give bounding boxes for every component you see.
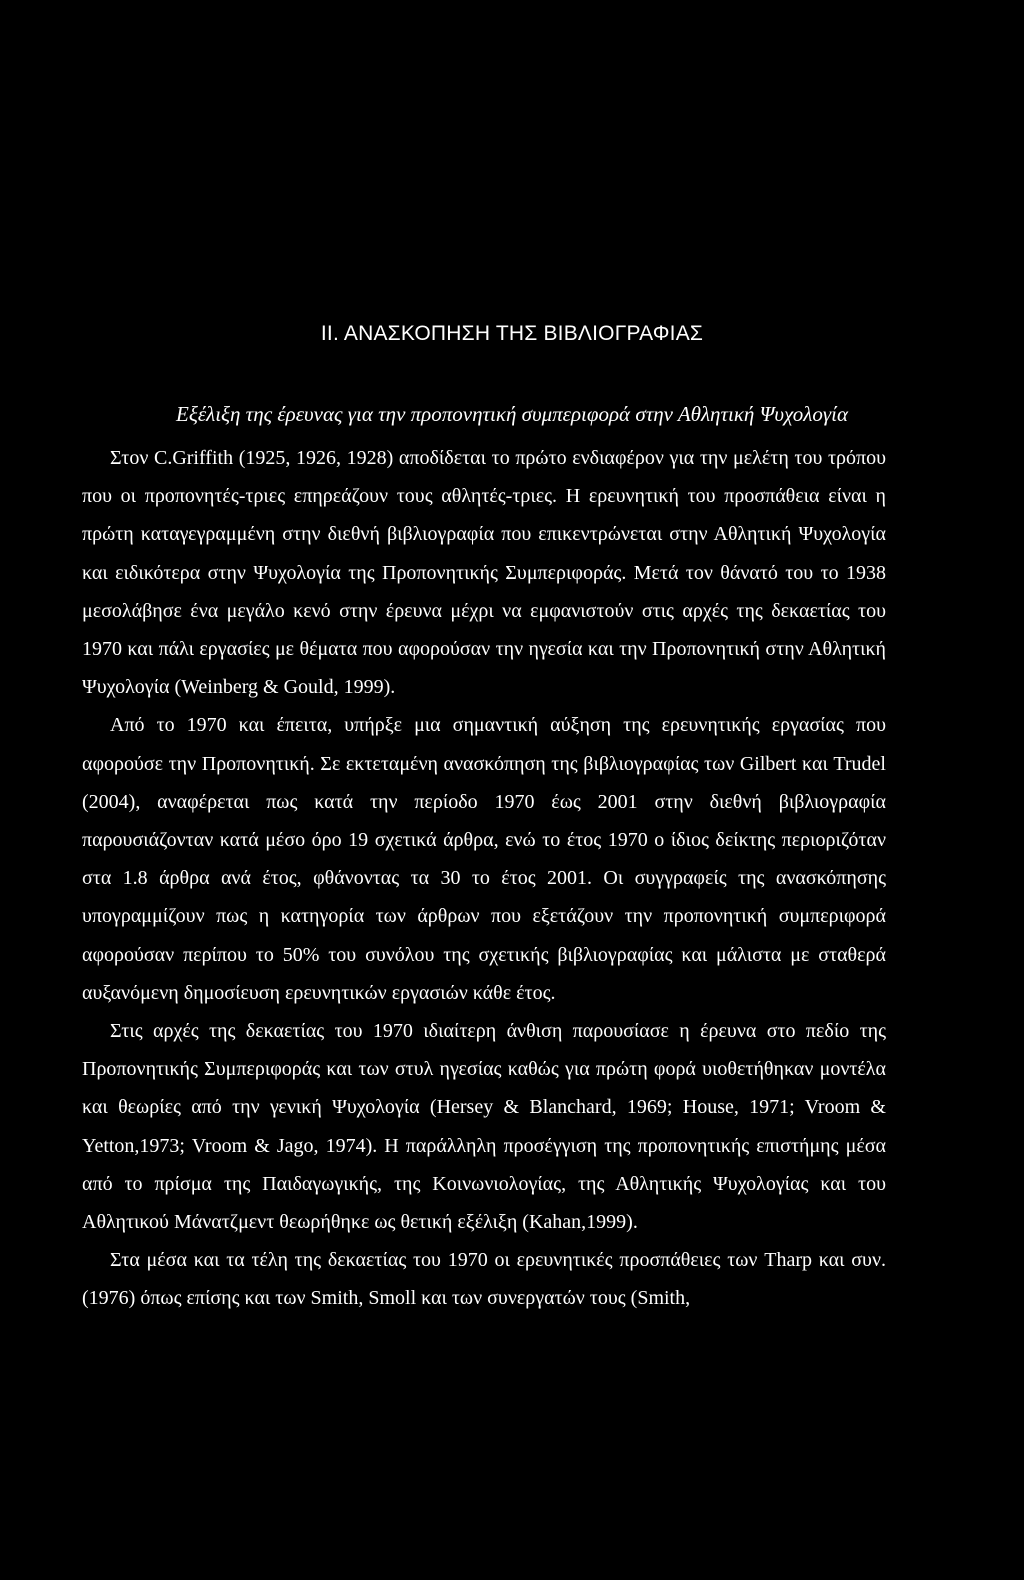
- chapter-title: ΙΙ. ΑΝΑΣΚΟΠΗΣΗ ΤΗΣ ΒΙΒΛΙΟΓΡΑΦΙΑΣ: [320, 322, 704, 345]
- paragraph: Στον C.Griffith (1925, 1926, 1928) αποδίδεται το πρώτο ενδιαφέρον για την μελέτη του τρόπου που οι προπονητές-τριες επηρεάζουν τους αθλητές-τριες. Η ερευνητική του προσπάθεια είναι η πρώτη καταγεγραμμένη στην διεθνή βιβλιογραφία που επικεντρώνεται στην Αθλητική Ψυχολογία και ειδικότερα στην Ψυχολογία της Προπονητικής Συμπεριφοράς. Μετά τον θάνατό του το 1938 μεσολάβησε ένα μεγάλο κενό στην έρευνα μέχρι να εμφανιστούν στις αρχές της δεκαετίας του 1970 και πάλι εργασίες με θέματα που αφορούσαν την ηγεσία και την Προπονητική στην Αθλητική Ψυχολογία (Weinberg & Gould, 1999).: [82, 447, 886, 699]
- section-title: Εξέλιξη της έρευνας για την προπονητική συμπεριφορά στην Αθλητική Ψυχολογία: [176, 402, 848, 426]
- paragraph: Στα μέσα και τα τέλη της δεκαετίας του 1970 οι ερευνητικές προσπάθειες των Tharp και συν. (1976) όπως επίσης και των Smith, Smoll και των συνεργατών τους (Smith,: [82, 1249, 886, 1310]
- body-text: [82, 439, 886, 1318]
- paragraph: Στις αρχές της δεκαετίας του 1970 ιδιαίτερη άνθιση παρουσίασε η έρευνα στο πεδίο της Προπονητικής Συμπεριφοράς και των στυλ ηγεσίας καθώς για πρώτη φορά υιοθετήθηκαν μοντέλα και θεωρίες από την γενική Ψυχολογία (Hersey & Blanchard, 1969; House, 1971; Vroom & Yetton,1973; Vroom & Jago, 1974). Η παράλληλη προσέγγιση της προπονητικής επιστήμης μέσα από το πρίσμα της Παιδαγωγικής, της Κοινωνιολογίας, της Αθλητικής Ψυχολογίας και του Αθλητικού Μάνατζμεντ θεωρήθηκε ως θετική εξέλιξη (Kahan,1999).: [82, 1020, 886, 1234]
- paragraph: Από το 1970 και έπειτα, υπήρξε μια σημαντική αύξηση της ερευνητικής εργασίας που αφορούσε την Προπονητική. Σε εκτεταμένη ανασκόπηση της βιβλιογραφίας των Gilbert και Trudel (2004), αναφέρεται πως κατά την περίοδο 1970 έως 2001 στην διεθνή βιβλιογραφία παρουσιάζονταν κατά μέσο όρο 19 σχετικά άρθρα, ενώ το έτος 1970 ο ίδιος δείκτης περιοριζόταν στα 1.8 άρθρα ανά έτος, φθάνοντας τα 30 το έτος 2001. Οι συγγραφείς της ανασκόπησης υπογραμμίζουν πως η κατηγορία των άρθρων που εξετάζουν την προπονητική συμπεριφορά αφορούσαν περίπου το 50% του συνόλου της σχετικής βιβλιογραφίας και μάλιστα με σταθερά αυξανόμενη δημοσίευση ερευνητικών εργασιών κάθε έτος.: [82, 714, 886, 1004]
